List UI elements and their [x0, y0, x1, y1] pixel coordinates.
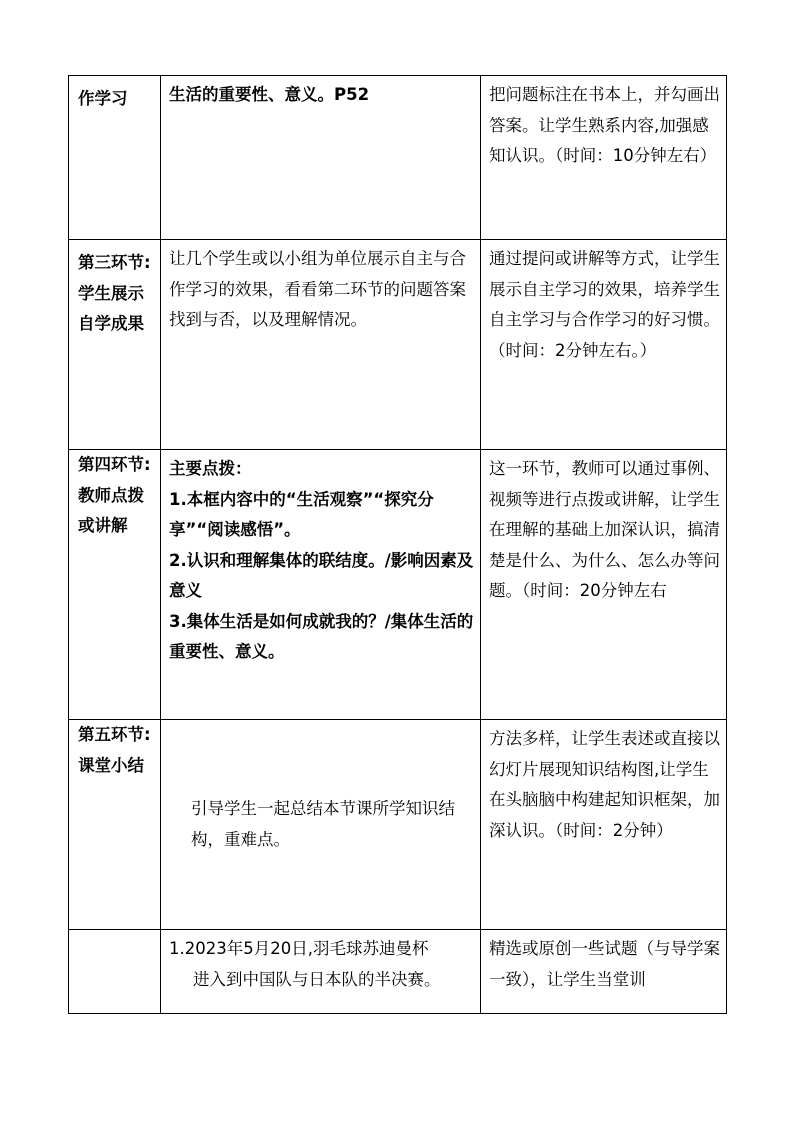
stage-label-line: 教师点拨 [78, 485, 144, 505]
method-cell [481, 450, 727, 720]
stage-label-line: 第三环节: [78, 253, 151, 272]
content-point: 3.集体生活是如何成就我的？/集体生活的重要性、意义。 [169, 611, 474, 661]
method-text: 把问题标注在书本上，并勾画出答案。让学生熟系内容,加强感知认识。（时间：10分钟左右） [489, 85, 720, 165]
content-cell [161, 450, 481, 720]
method-cell [481, 240, 727, 450]
content-text: 生活的重要性、意义。P52 [169, 85, 370, 104]
method-text: 这一环节，教师可以通过事例、视频等进行点拨或讲解，让学生在理解的基础上加深认识，搞清楚是什么、为什么、怎么办等问题。（时间：20分钟左右 [489, 459, 720, 600]
content-cell [161, 930, 481, 1014]
content-text: 引导学生一起总结本节课所学知识结构，重难点。 [191, 799, 455, 849]
stage-label-line: 学生展示 [78, 283, 144, 303]
stage-label-line: 或讲解 [78, 516, 128, 535]
content-point: 2.认识和理解集体的联结度。/影响因素及意义 [169, 550, 474, 600]
stage-label-line: 第五环节: [78, 725, 151, 744]
stage-label-line: 作学习 [78, 89, 128, 108]
stage-cell [69, 720, 161, 930]
stage-label-line: 自学成果 [78, 314, 144, 333]
stage-cell [69, 930, 161, 1014]
stage-cell [69, 450, 161, 720]
method-text: 通过提问或讲解等方式，让学生展示自主学习的效果，培养学生自主学习与合作学习的好习惯。（时间：2分钟左右。） [489, 249, 720, 360]
stage-cell [69, 240, 161, 450]
table-row [69, 720, 727, 930]
stage-cell [69, 76, 161, 240]
stage-label-line: 第四环节: [78, 455, 151, 474]
quiz-question-line: 1.2023年5月20日,羽毛球苏迪曼杯 [169, 939, 429, 958]
method-cell [481, 930, 727, 1014]
content-point: 1.本框内容中的“生活观察”“探究分享”“阅读感悟”。 [169, 489, 434, 539]
table-row [69, 450, 727, 720]
content-text: 让几个学生或以小组为单位展示自主与合作学习的效果，看看第二环节的问题答案找到与否，以及理解情况。 [169, 249, 466, 329]
content-cell [161, 240, 481, 450]
stage-label-line: 课堂小结 [78, 755, 144, 775]
content-cell [161, 76, 481, 240]
table-row [69, 240, 727, 450]
method-text: 方法多样，让学生表述或直接以幻灯片展现知识结构图,让学生在头脑脑中构建起知识框架，加深认识。（时间：2分钟） [489, 729, 720, 840]
content-cell [161, 720, 481, 930]
content-heading: 主要点拨： [169, 459, 252, 478]
quiz-question-line: 进入到中国队与日本队的半决赛。 [193, 969, 441, 989]
method-cell [481, 76, 727, 240]
table-row [69, 930, 727, 1014]
lesson-plan-table [68, 75, 727, 1014]
table-row [69, 76, 727, 240]
method-cell [481, 720, 727, 930]
method-text: 精选或原创一些试题（与导学案一致），让学生当堂训 [489, 939, 720, 989]
